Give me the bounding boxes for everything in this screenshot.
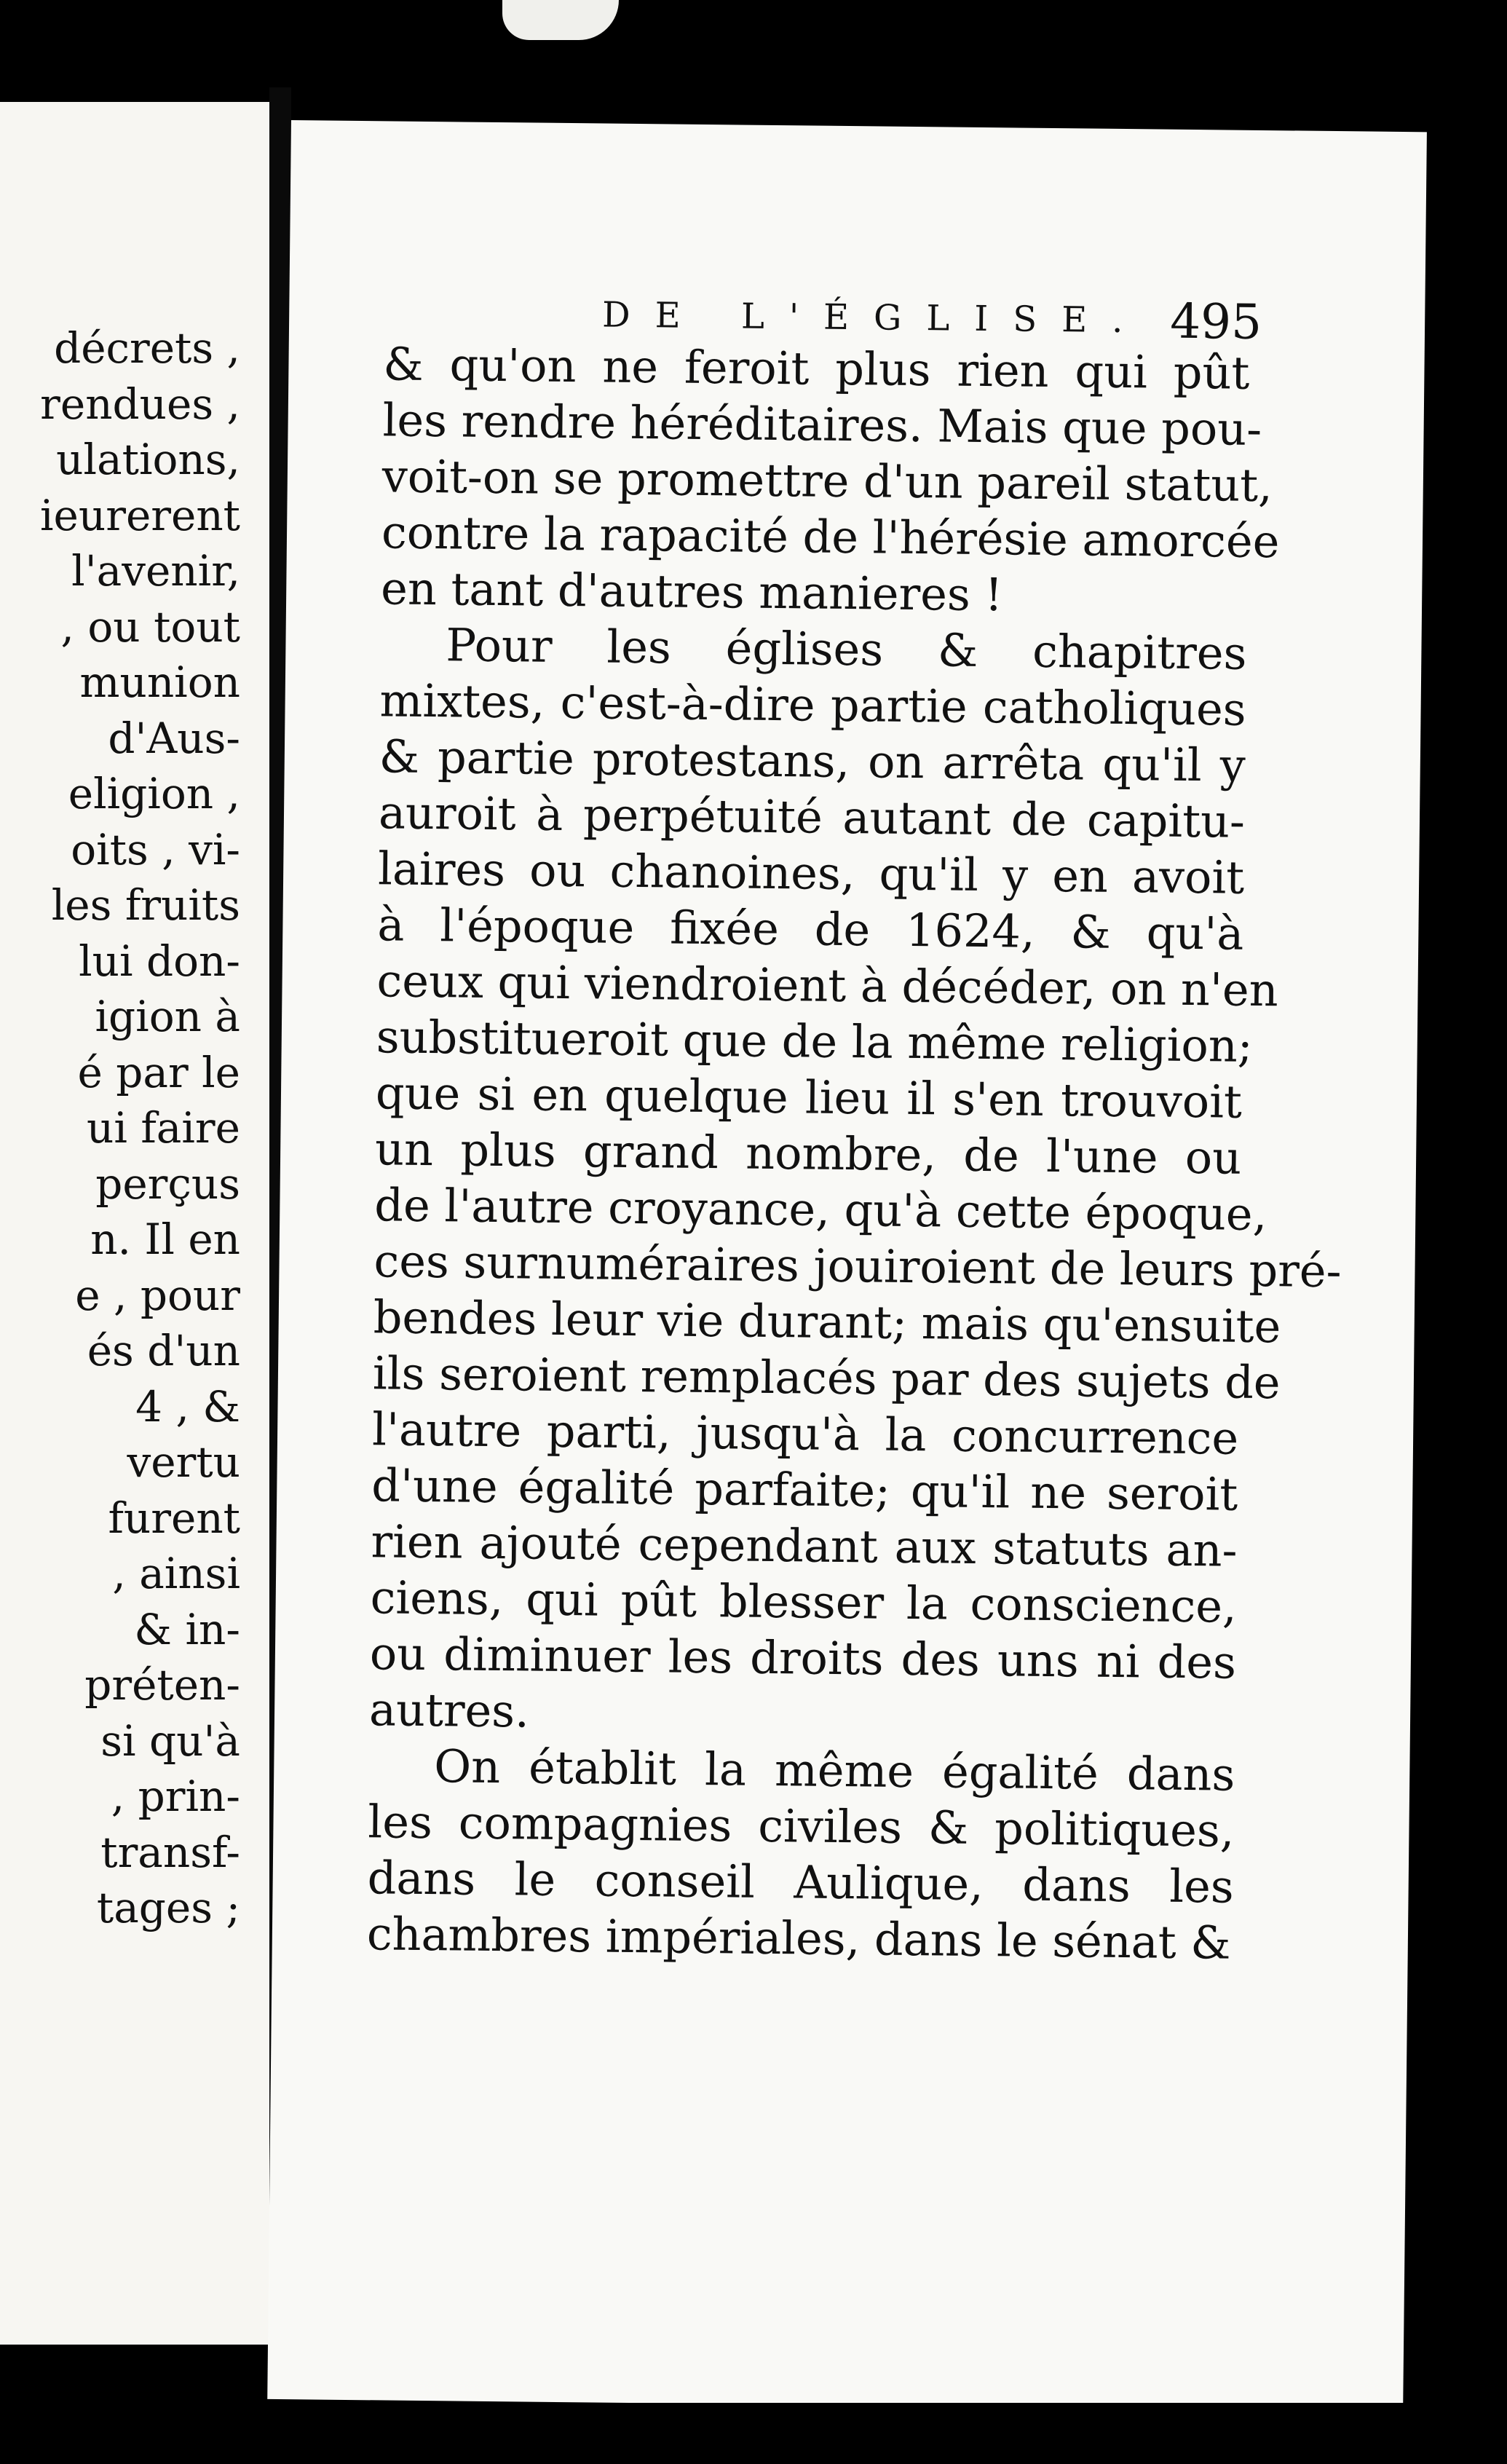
text-line: ciens, qui pût blesser la conscience, [370, 1571, 1238, 1633]
facing-page-line: , prin- [111, 1772, 240, 1821]
facing-page-line: , ainsi [112, 1549, 240, 1598]
text-line: d'une égalité parfaite; qu'il ne seroit [371, 1458, 1238, 1521]
facing-page-line: d'Aus- [108, 713, 240, 763]
facing-page-line: transf- [100, 1827, 240, 1877]
facing-page-line: és d'un [87, 1326, 240, 1375]
facing-page-line: l'avenir, [71, 546, 240, 596]
text-line: On établit la même égalité dans [433, 1740, 1235, 1801]
text-line: auroit à perpétuité autant de capitu- [378, 786, 1246, 848]
facing-page-line: lui don- [79, 936, 240, 986]
text-line: ces surnuméraires jouiroient de leurs pré- [373, 1234, 1342, 1298]
facing-page-line: perçus [95, 1158, 240, 1209]
text-line: dans le conseil Aulique, dans les [367, 1851, 1235, 1914]
body-text [366, 336, 1342, 1970]
facing-page-line: rendues , [40, 379, 240, 429]
text-line: rien ajouté cependant aux statuts an- [371, 1515, 1238, 1577]
facing-page-line: igion à [95, 992, 240, 1041]
paper-scrap [502, 0, 619, 40]
facing-page-line: furent [108, 1493, 240, 1543]
facing-page-line: munion [79, 658, 240, 707]
facing-page-line: & in- [134, 1604, 240, 1654]
text-line: l'autre parti, jusqu'à la concurrence [371, 1402, 1239, 1465]
text-line: ceux qui viendroient à décéder, on n'en [376, 954, 1278, 1017]
text-line: & partie protestans, on arrêta qu'il y [379, 730, 1246, 792]
text-line: en tant d'autres manieres ! [380, 561, 1003, 622]
facing-page-line: n. Il en [90, 1215, 240, 1264]
text-line: contre la rapacité de l'hérésie amorcée [381, 505, 1280, 569]
scan-border [0, 2403, 1507, 2464]
text-line: un plus grand nombre, de l'une ou [374, 1122, 1242, 1185]
text-line: les compagnies civiles & politiques, [368, 1795, 1235, 1857]
facing-page-line: ulations, [56, 435, 240, 484]
text-line: laires ou chanoines, qu'il y en avoit [377, 842, 1245, 904]
text-line: les rendre héréditaires. Mais que pou- [382, 393, 1262, 456]
facing-page-text [40, 320, 240, 1936]
page-495 [267, 120, 1427, 2411]
text-line: mixtes, c'est-à-dire partie catholiques [379, 674, 1246, 736]
text-line: ils seroient remplacés par des sujets de [372, 1346, 1281, 1410]
text-line: ou diminuer les droits des uns ni des [369, 1627, 1237, 1689]
facing-page-left [0, 102, 269, 2345]
facing-page-line: oits , vi- [71, 824, 240, 874]
page-number: 495 [1169, 293, 1262, 350]
text-line: que si en quelque lieu il s'en trouvoit [375, 1066, 1243, 1129]
text-line: chambres impériales, dans le sénat & [366, 1907, 1231, 1970]
facing-page-line: ui faire [87, 1103, 240, 1153]
facing-page-line: eligion , [68, 769, 240, 818]
text-line: & qu'on ne feroit plus rien qui pût [383, 337, 1250, 400]
text-line: substitueroit que de la même religion; [376, 1010, 1254, 1073]
facing-page-line: , ou tout [60, 601, 240, 652]
text-line: Pour les églises & chapitres [446, 618, 1247, 680]
running-head: DE L'ÉGLISE. [601, 294, 1148, 341]
facing-page-line: ieurerent [40, 490, 240, 540]
text-line: voit-on se promettre d'un pareil statut, [381, 449, 1273, 513]
text-line: à l'époque fixée de 1624, & qu'à [377, 898, 1244, 960]
facing-page-line: 4 , & [135, 1381, 240, 1432]
facing-page-line: préten- [84, 1660, 240, 1710]
facing-page-line: décrets , [54, 323, 240, 373]
facing-page-line: tages ; [96, 1883, 240, 1932]
text-line: bendes leur vie durant; mais qu'ensuite [373, 1290, 1281, 1354]
facing-page-line: si qu'à [100, 1715, 240, 1766]
text-line: autres. [368, 1683, 530, 1738]
text-line: de l'autre croyance, qu'à cette époque, [374, 1178, 1267, 1241]
facing-page-line: e , pour [75, 1270, 240, 1320]
facing-page-line: les fruits [51, 880, 240, 930]
facing-page-line: é par le [77, 1047, 240, 1097]
facing-page-line: vertu [127, 1437, 240, 1487]
